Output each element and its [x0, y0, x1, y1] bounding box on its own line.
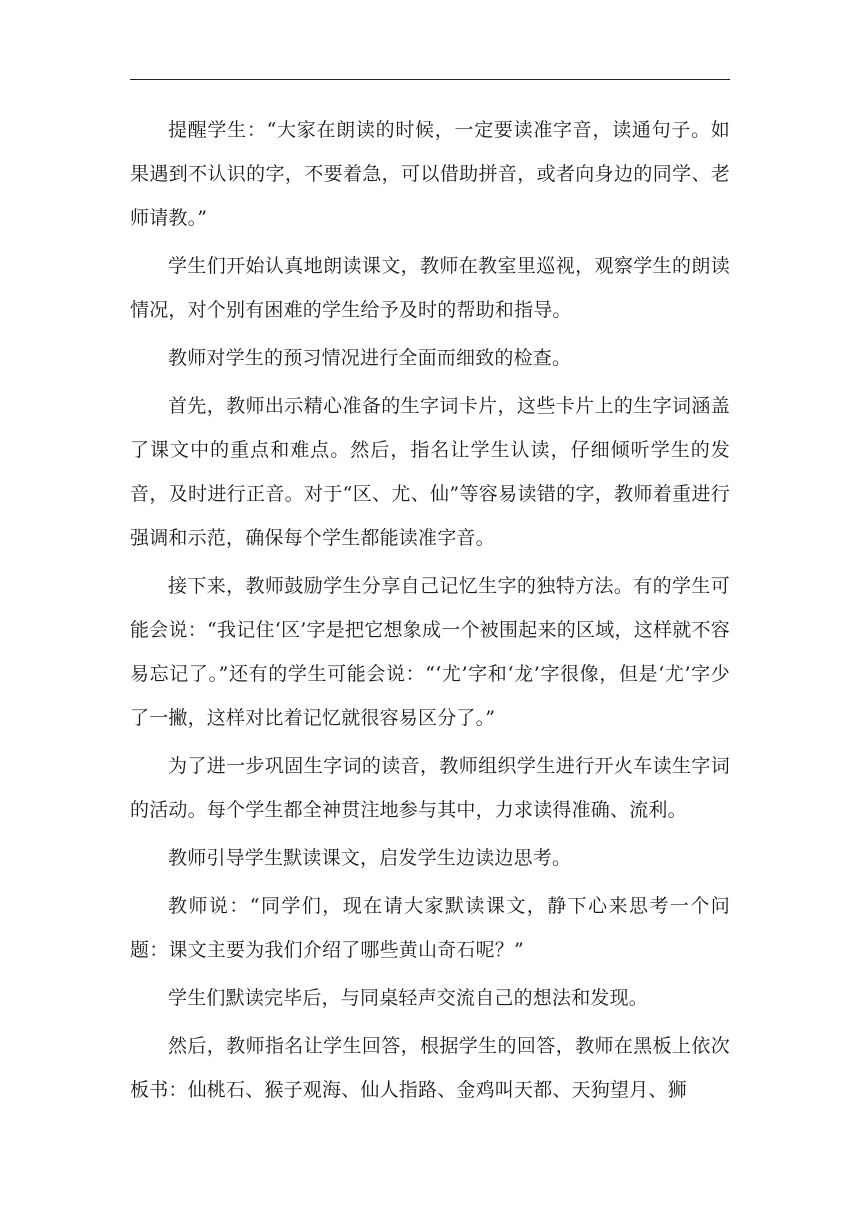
paragraph: 教师说：“同学们，现在请大家默读课文，静下心来思考一个问题：课文主要为我们介绍了哪些黄山奇石呢？” [130, 895, 730, 961]
paragraph: 学生们开始认真地朗读课文，教师在教室里巡视，观察学生的朗读情况，对个别有困难的学生给予及时的帮助和指导。 [130, 255, 730, 321]
paragraph: 教师对学生的预习情况进行全面而细致的检查。 [168, 347, 572, 369]
paragraph: 为了进一步巩固生字词的读音，教师组织学生进行开火车读生字词的活动。每个学生都全神贯注地参与其中，力求读得准确、流利。 [130, 755, 730, 821]
paragraph: 然后，教师指名让学生回答，根据学生的回答，教师在黑板上依次板书：仙桃石、猴子观海、仙人指路、金鸡叫天都、天狗望月、狮 [130, 1035, 730, 1101]
paragraph: 教师引导学生默读课文，启发学生边读边思考。 [168, 847, 572, 869]
header-rule [130, 79, 730, 80]
paragraph: 提醒学生：“大家在朗读的时候，一定要读准字音，读通句子。如果遇到不认识的字，不要着急，可以借助拼音，或者向身边的同学、老师请教。” [130, 119, 730, 229]
paragraph: 学生们默读完毕后，与同桌轻声交流自己的想法和发现。 [168, 987, 649, 1009]
paragraph: 接下来，教师鼓励学生分享自己记忆生字的独特方法。有的学生可能会说：“我记住‘区’字是把它想象成一个被围起来的区域，这样就不容易忘记了。”还有的学生可能会说：“‘尤’字和‘龙’字很像，但是‘尤’字少了一撇，这样对比着记忆就很容易区分了。” [130, 575, 730, 729]
document-body [130, 108, 730, 1116]
paragraph: 首先，教师出示精心准备的生字词卡片，这些卡片上的生字词涵盖了课文中的重点和难点。然后，指名让学生认读，仔细倾听学生的发音，及时进行正音。对于“区、尤、仙”等容易读错的字，教师着重进行强调和示范，确保每个学生都能读准字音。 [130, 395, 730, 549]
